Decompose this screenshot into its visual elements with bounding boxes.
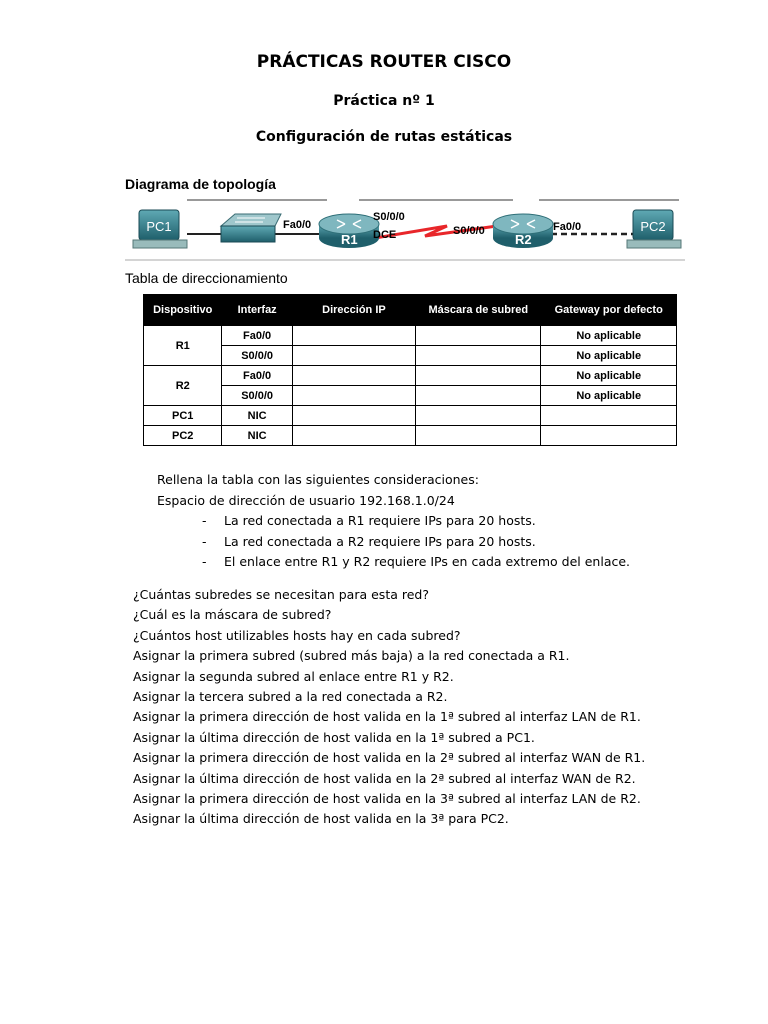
r1-serial-label: S0/0/0 xyxy=(373,211,405,223)
gateway-cell: No aplicable xyxy=(541,366,677,386)
addressing-table xyxy=(143,294,677,446)
switch-icon xyxy=(221,214,281,242)
list-item xyxy=(157,532,630,553)
list-item: ¿Cuántos host utilizables hosts hay en cada subred? xyxy=(133,627,461,643)
r2-label: R2 xyxy=(515,232,532,247)
r2-fa-label: Fa0/0 xyxy=(553,221,582,233)
ip-cell[interactable] xyxy=(292,346,415,366)
mask-cell[interactable] xyxy=(416,406,541,426)
list-item: Asignar la primera dirección de host valida en la 3ª subred al interfaz LAN de R2. xyxy=(133,791,641,807)
device-cell: PC1 xyxy=(144,406,222,426)
gateway-cell: No aplicable xyxy=(541,346,677,366)
mask-cell[interactable] xyxy=(416,326,541,346)
mask-cell[interactable] xyxy=(416,366,541,386)
router-r1-icon xyxy=(319,214,379,248)
list-item: Asignar la segunda subred al enlace entre R1 y R2. xyxy=(133,668,454,684)
gateway-cell: No aplicable xyxy=(541,326,677,346)
table-row xyxy=(144,366,677,386)
ip-cell[interactable] xyxy=(292,366,415,386)
requirement-text: La red conectada a R1 requiere IPs para 20 hosts. xyxy=(224,513,536,528)
pc2-icon xyxy=(627,210,681,248)
gateway-cell[interactable] xyxy=(541,406,677,426)
list-item: Asignar la primera subred (subred más baja) a la red conectada a R1. xyxy=(133,648,570,664)
r1-label: R1 xyxy=(341,232,358,247)
page-title: PRÁCTICAS ROUTER CISCO xyxy=(256,52,512,72)
address-space: Espacio de dirección de usuario 192.168.1.0/24 xyxy=(157,492,455,508)
col-ip: Dirección IP xyxy=(292,295,415,326)
requirements-list xyxy=(157,511,630,573)
questions-list xyxy=(133,585,645,830)
gateway-cell: No aplicable xyxy=(541,386,677,406)
practice-number: Práctica nº 1 xyxy=(333,93,435,109)
ip-cell[interactable] xyxy=(292,426,415,446)
table-row xyxy=(144,346,677,366)
table-row xyxy=(144,406,677,426)
table-label: Tabla de direccionamiento xyxy=(125,270,288,286)
gateway-cell[interactable] xyxy=(541,426,677,446)
table-header-row xyxy=(144,295,677,326)
dce-label: DCE xyxy=(373,229,397,241)
interface-cell: NIC xyxy=(222,406,292,426)
col-device: Dispositivo xyxy=(144,295,222,326)
interface-cell: S0/0/0 xyxy=(222,346,292,366)
device-cell: R1 xyxy=(144,326,222,366)
r2-serial-label: S0/0/0 xyxy=(453,225,485,237)
table-row xyxy=(144,326,677,346)
router-r2-icon xyxy=(493,214,553,248)
sw-port-label: Fa0/0 xyxy=(283,219,312,231)
list-item: Asignar la tercera subred a la red conectada a R2. xyxy=(133,689,448,705)
instructions-intro: Rellena la tabla con las siguientes consideraciones: xyxy=(157,472,479,487)
col-interface: Interfaz xyxy=(222,295,292,326)
device-cell: R2 xyxy=(144,366,222,406)
mask-cell[interactable] xyxy=(416,346,541,366)
interface-cell: NIC xyxy=(222,426,292,446)
interface-cell: Fa0/0 xyxy=(222,366,292,386)
col-mask: Máscara de subred xyxy=(416,295,541,326)
list-item: Asignar la última dirección de host valida en la 2ª subred al interfaz WAN de R2. xyxy=(133,770,636,786)
pc1-icon xyxy=(133,210,187,248)
table-row xyxy=(144,386,677,406)
interface-cell: S0/0/0 xyxy=(222,386,292,406)
requirement-text: La red conectada a R2 requiere IPs para 20 hosts. xyxy=(224,533,536,549)
topology-label: Diagrama de topología xyxy=(125,176,276,192)
device-cell: PC2 xyxy=(144,426,222,446)
requirement-text: El enlace entre R1 y R2 requiere IPs en cada extremo del enlace. xyxy=(224,554,631,569)
table-row xyxy=(144,426,677,446)
mask-cell[interactable] xyxy=(416,426,541,446)
ip-cell[interactable] xyxy=(292,386,415,406)
topology-diagram xyxy=(125,196,685,262)
interface-cell: Fa0/0 xyxy=(222,326,292,346)
list-item: ¿Cuántas subredes se necesitan para esta red? xyxy=(133,587,429,602)
practice-subject: Configuración de rutas estáticas xyxy=(255,129,513,145)
pc2-label: PC2 xyxy=(640,219,666,234)
list-item: Asignar la última dirección de host valida en la 1ª subred a PC1. xyxy=(133,729,535,745)
instructions-block xyxy=(157,470,630,573)
list-item: Asignar la primera dirección de host valida en la 1ª subred al interfaz LAN de R1. xyxy=(133,709,641,725)
list-item: Asignar la primera dirección de host valida en la 2ª subred al interfaz WAN de R1. xyxy=(133,750,646,766)
ip-cell[interactable] xyxy=(292,326,415,346)
list-item xyxy=(157,511,630,532)
pc1-label: PC1 xyxy=(146,219,172,234)
col-gateway: Gateway por defecto xyxy=(541,295,677,326)
list-item xyxy=(157,552,630,573)
ip-cell[interactable] xyxy=(292,406,415,426)
list-item: ¿Cuál es la máscara de subred? xyxy=(133,607,332,623)
mask-cell[interactable] xyxy=(416,386,541,406)
list-item: Asignar la última dirección de host valida en la 3ª para PC2. xyxy=(133,811,509,827)
